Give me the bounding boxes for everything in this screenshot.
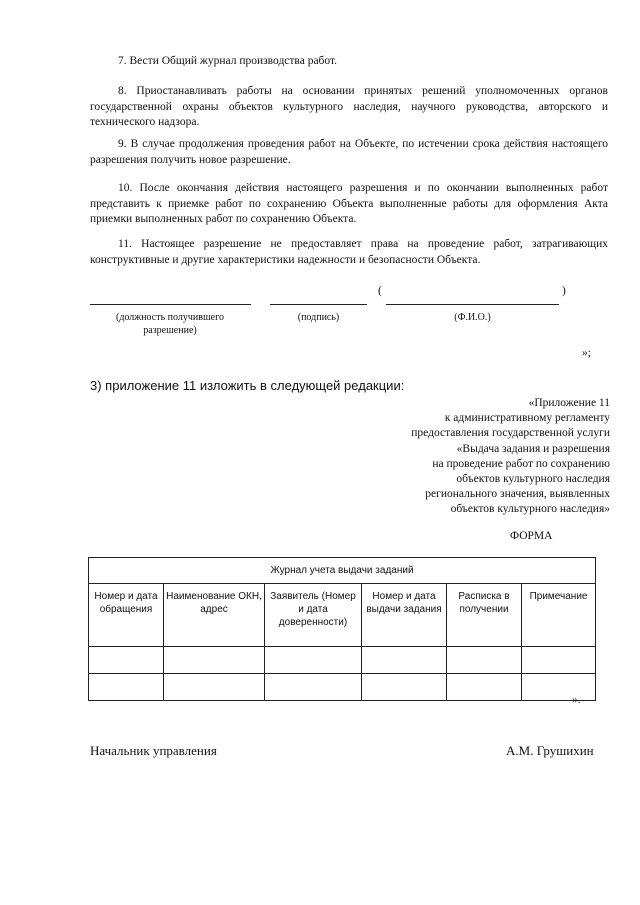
signature-line xyxy=(270,304,367,305)
table-cell xyxy=(522,647,596,674)
annex-line: на проведение работ по сохранению xyxy=(432,457,610,470)
journal-table-title: Журнал учета выдачи заданий xyxy=(89,558,596,584)
position-signature-line xyxy=(90,304,251,305)
caption-name: (Ф.И.О.) xyxy=(454,312,491,323)
paragraph-item-10: 10. После окончания действия настоящего разрешения и по окончании выполненных работ представить к приемке работ по сохранению Объекта выполненные работы для оформления Акта приемки выполненных работ по сохранению Объекта. xyxy=(90,182,608,225)
column-header: Наименование ОКН, адрес xyxy=(164,584,265,647)
section3-heading: 3) приложение 11 изложить в следующей редакции: xyxy=(90,378,405,393)
paragraph-item-9: 9. В случае продолжения проведения работ на Объекте, по истечении срока действия настоящего разрешения получить новое разрешение. xyxy=(90,138,608,166)
annex-line: регионального значения, выявленных xyxy=(425,488,610,501)
caption-signature: (подпись) xyxy=(297,312,340,323)
annex-header xyxy=(310,396,610,518)
table-cell xyxy=(447,647,522,674)
table-row xyxy=(89,674,596,701)
column-header: Примечание xyxy=(522,584,596,647)
column-header: Номер и дата выдачи задания xyxy=(362,584,447,647)
paragraph-item-8: 8. Приостанавливать работы на основании принятых решений уполномоченных органов государственной охраны объектов культурного наследия, научного руководства, авторского и технического надзора. xyxy=(90,85,608,128)
table-cell xyxy=(89,674,164,701)
table-cell xyxy=(522,674,596,701)
journal-table xyxy=(88,557,596,701)
closing-quote: »; xyxy=(582,347,591,359)
annex-line: «Приложение 11 xyxy=(528,397,610,409)
table-cell xyxy=(265,647,362,674)
annex-line: к административному регламенту xyxy=(444,412,610,425)
signatory-position: Начальник управления xyxy=(90,743,217,758)
caption-position: (должность получившего разрешение) xyxy=(116,312,224,336)
annex-line: «Выдача задания и разрешения xyxy=(456,442,610,455)
column-header: Расписка в получении xyxy=(447,584,522,647)
table-row xyxy=(89,647,596,674)
name-paren-close: ) xyxy=(562,285,566,297)
table-cell xyxy=(362,647,447,674)
table-cell xyxy=(164,647,265,674)
paragraph-item-7: 7. Вести Общий журнал производства работ. xyxy=(118,55,338,67)
column-header: Заявитель (Номер и дата доверенности) xyxy=(265,584,362,647)
table-cell xyxy=(89,647,164,674)
table-closing-quote: ». xyxy=(572,694,581,706)
table-cell xyxy=(164,674,265,701)
column-header: Номер и дата обращения xyxy=(89,584,164,647)
table-cell xyxy=(447,674,522,701)
name-paren-open: ( xyxy=(378,285,382,297)
annex-line: объектов культурного наследия xyxy=(456,473,610,486)
table-cell xyxy=(362,674,447,701)
signatory-name: А.М. Грушихин xyxy=(506,743,594,758)
name-signature-line xyxy=(386,304,559,305)
paragraph-item-11: 11. Настоящее разрешение не предоставляет права на проведение работ, затрагивающих конструктивные и другие характеристики надежности и безопасности Объекта. xyxy=(90,238,608,266)
table-cell xyxy=(265,674,362,701)
annex-line: предоставления государственной услуги xyxy=(411,427,610,440)
forma-label: ФОРМА xyxy=(510,530,553,542)
annex-line: объектов культурного наследия» xyxy=(450,503,610,516)
